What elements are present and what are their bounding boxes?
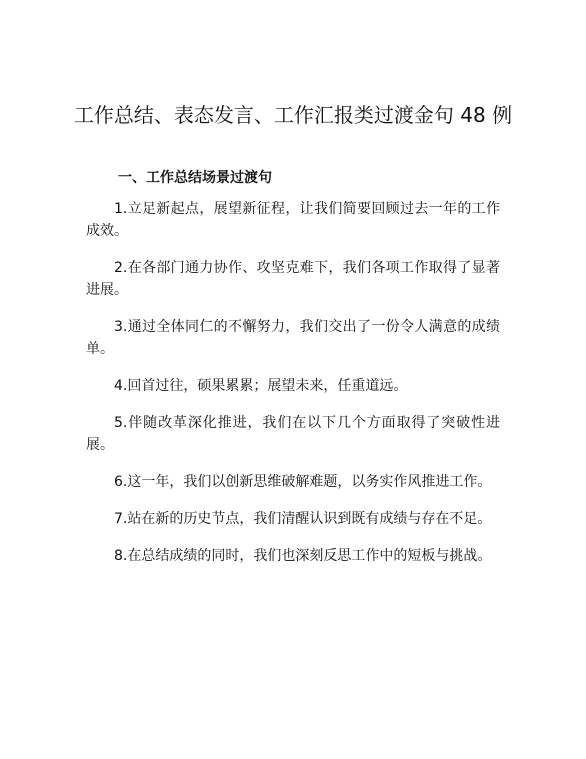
list-item: 3.通过全体同仁的不懈努力，我们交出了一份令人满意的成绩单。 [86,319,500,357]
list-item: 5.伴随改革深化推进，我们在以下几个方面取得了突破性进展。 [86,415,500,453]
document-title: 工作总结、表态发言、工作汇报类过渡金句 48 例 [73,103,513,127]
transition-sentence-list [86,198,500,582]
list-item: 4.回首过往，硕果累累；展望未来，任重道远。 [114,378,408,394]
list-item: 2.在各部门通力协作、攻坚克难下，我们各项工作取得了显著进展。 [86,260,500,298]
section-heading: 一、工作总结场景过渡句 [118,170,272,186]
list-item: 8.在总结成绩的同时，我们也深刻反思工作中的短板与挑战。 [114,548,492,564]
list-item: 1.立足新起点，展望新征程，让我们简要回顾过去一年的工作成效。 [86,201,500,239]
list-item: 6.这一年，我们以创新思维破解难题，以务实作风推进工作。 [114,474,492,490]
list-item: 7.站在新的历史节点，我们清醒认识到既有成绩与存在不足。 [114,511,492,527]
